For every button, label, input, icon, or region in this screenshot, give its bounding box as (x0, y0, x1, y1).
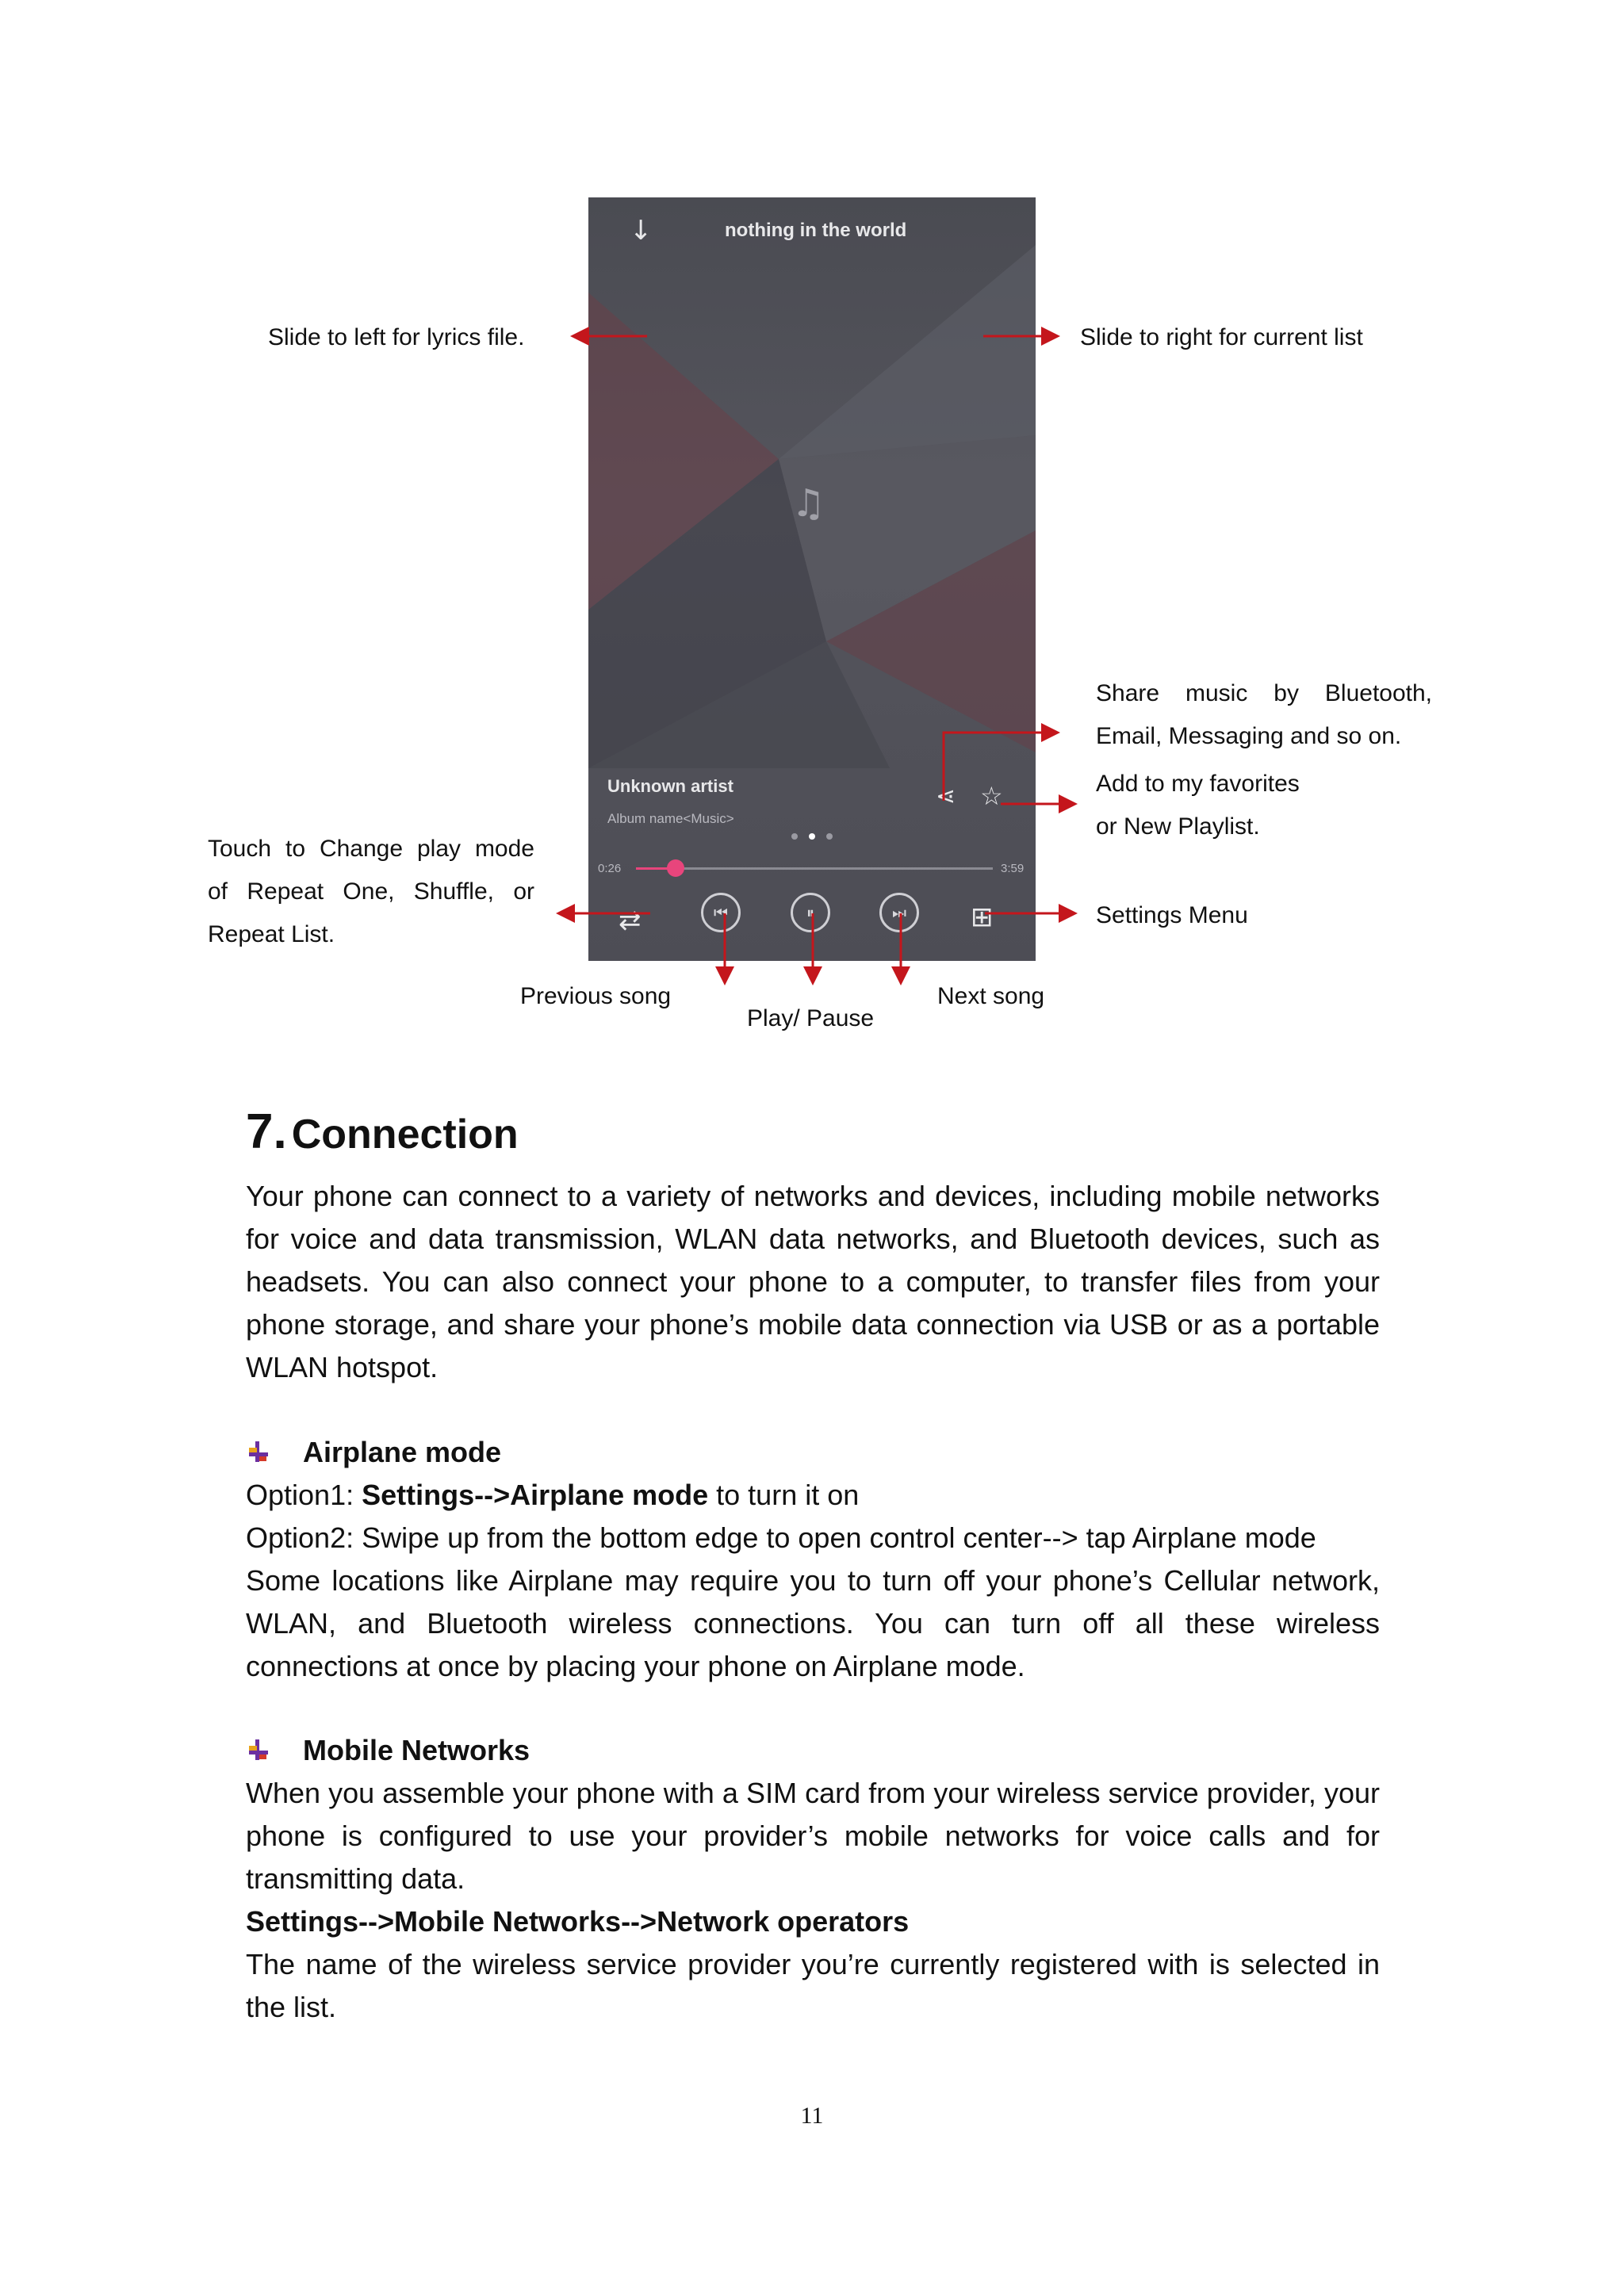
annotation-share-line1: Share music by Bluetooth, (1096, 680, 1432, 706)
option1-suffix: to turn it on (708, 1479, 860, 1511)
annotation-play-mode (208, 828, 534, 956)
airplane-body-line: Some locations like Airplane may require you to turn off your phone’s Cellular network, (246, 1564, 1380, 1597)
mobile-body-line: phone is configured to use your provider’s mobile networks for voice calls and for (246, 1820, 1380, 1852)
airplane-section (246, 1474, 1380, 1688)
mobile-body-line: transmitting data. (246, 1862, 465, 1895)
intro-paragraph (246, 1175, 1380, 1389)
bullet-icon (246, 1738, 270, 1762)
annotation-settings: Settings Menu (1096, 902, 1248, 928)
annotation-play-mode-line1: Touch to Change play mode (208, 836, 534, 862)
play-pause-button[interactable]: ⏸ (791, 893, 830, 932)
annotation-lyrics: Slide to left for lyrics file. (268, 324, 525, 350)
section-title: Connection (291, 1112, 519, 1158)
annotation-favorites-line2: or New Playlist. (1096, 813, 1260, 840)
intro-line: WLAN hotspot. (246, 1351, 439, 1383)
annotation-favorites-line1: Add to my favorites (1096, 771, 1300, 797)
intro-line: phone storage, and share your phone’s mobile data connection via USB or as a portable (246, 1308, 1380, 1341)
annotation-play-pause: Play/ Pause (747, 1005, 875, 1031)
settings-menu-icon[interactable]: ⊞ (971, 901, 994, 933)
airplane-heading (246, 1431, 501, 1474)
mobile-path (246, 1900, 1380, 1943)
section-heading (246, 1104, 519, 1160)
airplane-option2: Option2: Swipe up from the bottom edge to open control center--> tap Airplane mode (246, 1521, 1316, 1554)
favorite-star-icon[interactable]: ☆ (980, 781, 1003, 811)
elapsed-time: 0:26 (598, 862, 622, 875)
airplane-body-line: connections at once by placing your phone on Airplane mode. (246, 1650, 1025, 1682)
annotation-favorites (1096, 763, 1300, 848)
mobile-body2-line: the list. (246, 1991, 337, 2023)
mobile-heading (246, 1729, 530, 1772)
annotation-current-list: Slide to right for current list (1080, 324, 1363, 350)
annotation-next: Next song (937, 983, 1045, 1009)
next-button[interactable]: ⏭ (879, 893, 919, 932)
airplane-body-line: WLAN, and Bluetooth wireless connections. You can turn off all these wireless (246, 1607, 1380, 1640)
mobile-body-line: When you assemble your phone with a SIM card from your wireless service provider, your (246, 1777, 1380, 1809)
page-number: 11 (800, 2103, 824, 2129)
airplane-option1 (246, 1474, 1380, 1517)
artist-name: Unknown artist (607, 776, 733, 796)
share-icon[interactable]: ⋖ (936, 783, 956, 810)
option1-path: Settings-->Airplane mode (362, 1479, 709, 1511)
section-number: 7. (246, 1104, 287, 1159)
annotation-play-mode-line3: Repeat List. (208, 921, 335, 947)
total-time: 3:59 (1001, 862, 1025, 875)
mobile-path-text: Settings-->Mobile Networks-->Network operators (246, 1905, 910, 1938)
option1-prefix: Option1: (246, 1479, 362, 1511)
song-title: nothing in the world (725, 220, 907, 241)
airplane-heading-text: Airplane mode (303, 1436, 502, 1468)
annotation-share-line2: Email, Messaging and so on. (1096, 723, 1402, 749)
album-name: Album name<Music> (607, 811, 734, 826)
annotation-play-mode-line2: of Repeat One, Shuffle, or (208, 878, 534, 905)
annotation-previous: Previous song (520, 983, 672, 1009)
bullet-icon (246, 1440, 270, 1464)
down-arrow-icon[interactable]: ↓ (630, 215, 653, 247)
previous-button[interactable]: ⏮ (701, 893, 741, 932)
intro-line: headsets. You can also connect your phone to a computer, to transfer files from your (246, 1265, 1380, 1298)
repeat-mode-icon[interactable]: ⇄ (619, 905, 642, 936)
mobile-section (246, 1772, 1380, 2029)
music-note-icon: ♫ (791, 481, 826, 526)
mobile-heading-text: Mobile Networks (303, 1734, 530, 1766)
annotation-share (1096, 672, 1432, 758)
intro-line: for voice and data transmission, WLAN data networks, and Bluetooth devices, such as (246, 1223, 1380, 1255)
mobile-body2-line: The name of the wireless service provider you’re currently registered with is selected in (246, 1948, 1380, 1980)
intro-line: Your phone can connect to a variety of networks and devices, including mobile networks (246, 1180, 1380, 1212)
